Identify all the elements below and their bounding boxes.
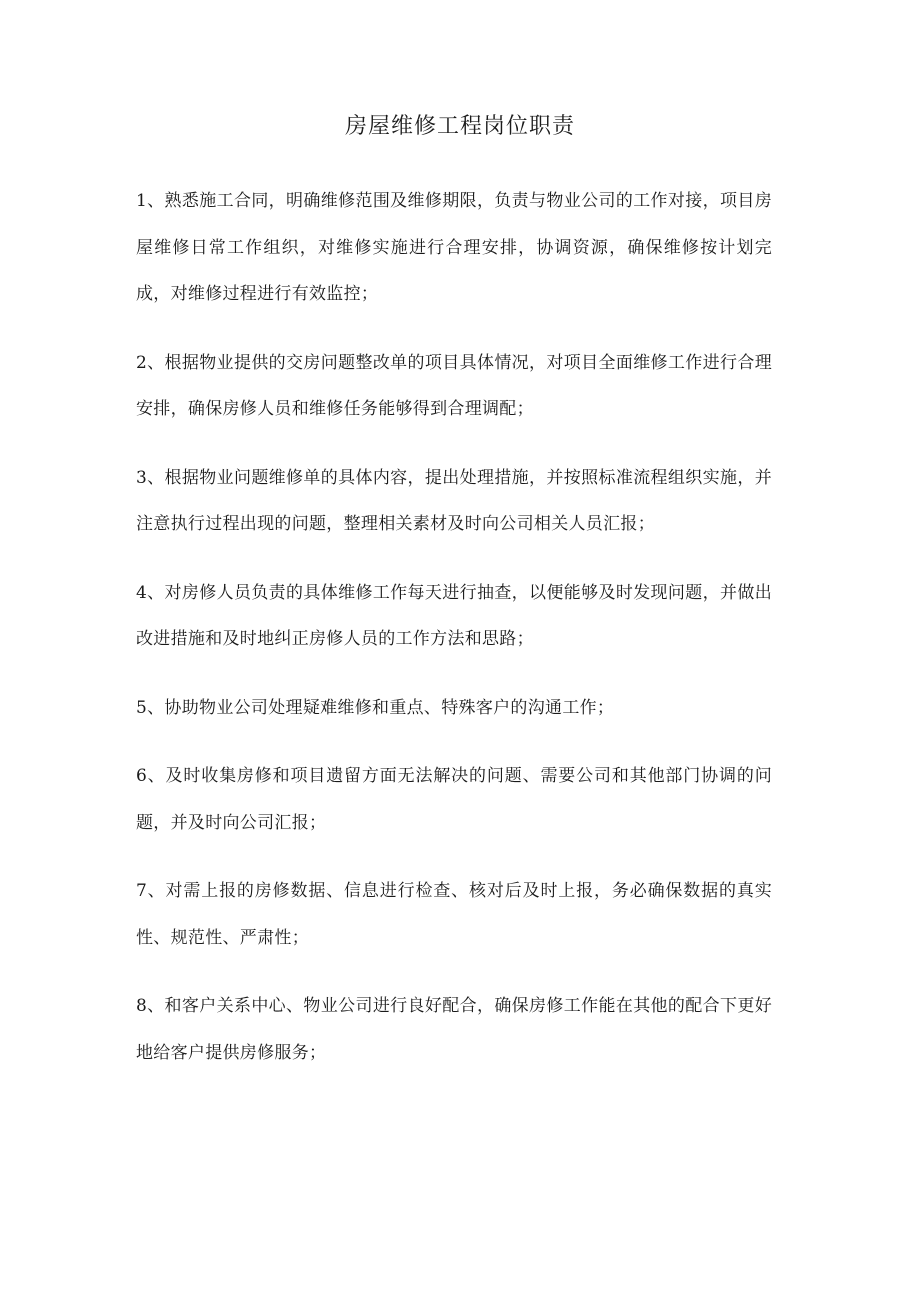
duty-item-5: 5、协助物业公司处理疑难维修和重点、特殊客户的沟通工作； [136,697,615,718]
duty-item-6: 6、及时收集房修和项目遗留方面无法解决的问题、需要公司和其他部门协调的问题，并及时向公司汇报； [136,766,772,833]
duty-item-4: 4、对房修人员负责的具体维修工作每天进行抽查，以便能够及时发现问题，并做出改进措施和及时地纠正房修人员的工作方法和思路； [136,582,772,649]
duty-item-3: 3、根据物业问题维修单的具体内容，提出处理措施，并按照标准流程组织实施，并注意执行过程出现的问题，整理相关素材及时向公司相关人员汇报； [136,467,772,534]
duty-item-7: 7、对需上报的房修数据、信息进行检查、核对后及时上报，务必确保数据的真实性、规范性、严肃性； [136,881,772,948]
duty-list [136,178,772,1098]
duty-item-2: 2、根据物业提供的交房问题整改单的项目具体情况，对项目全面维修工作进行合理安排，确保房修人员和维修任务能够得到合理调配； [136,352,772,419]
document-title: 房屋维修工程岗位职责 [344,114,575,139]
duty-item-1: 1、熟悉施工合同，明确维修范围及维修期限，负责与物业公司的工作对接，项目房屋维修日常工作组织，对维修实施进行合理安排，协调资源，确保维修按计划完成，对维修过程进行有效监控； [136,191,772,304]
duty-item-8: 8、和客户关系中心、物业公司进行良好配合，确保房修工作能在其他的配合下更好地给客户提供房修服务； [136,996,772,1063]
